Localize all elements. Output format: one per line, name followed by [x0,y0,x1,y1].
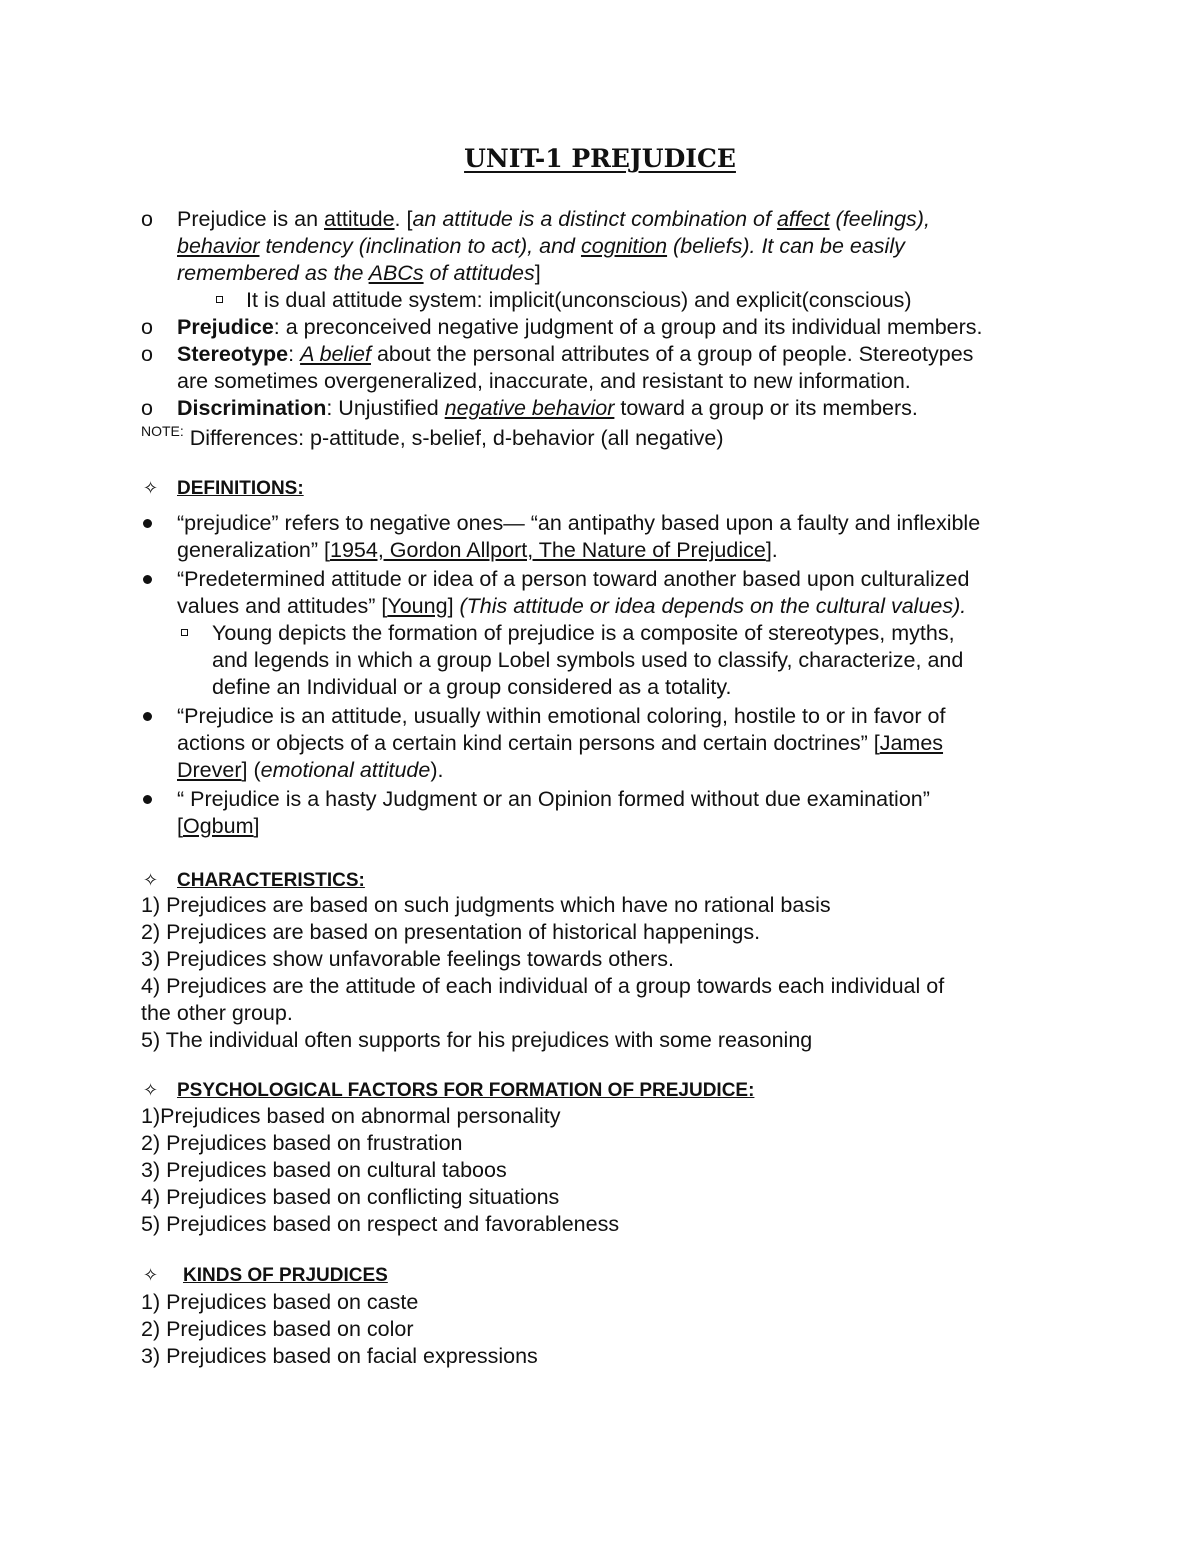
definition-2-sub-line-2: and legends in which a group Lobel symbols used to classify, characterize, and [212,648,964,672]
four-point-star-icon: ✧ [143,870,159,891]
list-marker-o: o [141,207,153,231]
square-bullet-icon [181,629,188,636]
definition-1-line-1: “prejudice” refers to negative ones— “an antipathy based upon a faulty and inflexible [177,511,981,535]
definition-3-line-1: “Prejudice is an attitude, usually within emotional coloring, hostile to or in favor of [177,704,946,728]
list-marker-o: o [141,315,153,339]
definitions-heading: DEFINITIONS: [177,478,304,499]
four-point-star-icon: ✧ [143,1265,159,1286]
intro-line-3: remembered as the ABCs of attitudes] [177,261,541,285]
intro-line-2: behavior tendency (inclination to act), and cognition (beliefs). It can be easily [177,234,905,258]
list-item: 2) Prejudices are based on presentation of historical happenings. [141,920,761,944]
note-line: $^{NOTE:}$ Differences: p-attitude, s-belief, d-behavior (all negative) [141,423,724,450]
definition-2-line-1: “Predetermined attitude or idea of a person toward another based upon culturalized [177,567,970,591]
list-item: 4) Prejudices based on conflicting situations [141,1185,560,1209]
page-title: UNIT-1 PREJUDICE [464,144,736,173]
list-marker-o: o [141,342,153,366]
definition-4-line-2: [Ogbum] [177,814,260,838]
list-item: the other group. [141,1001,293,1025]
filled-circle-bullet-icon [143,712,152,721]
list-item: 2) Prejudices based on frustration [141,1131,463,1155]
four-point-star-icon: ✧ [143,478,159,499]
four-point-star-icon: ✧ [143,1080,159,1101]
definition-2-sub-line-1: Young depicts the formation of prejudice is a composite of stereotypes, myths, [212,621,955,645]
definition-3-line-2: actions or objects of a certain kind certain persons and certain doctrines” [James [177,731,944,755]
list-marker-o: o [141,396,153,420]
list-item: 3) Prejudices based on facial expressions [141,1344,538,1368]
list-item: 1)Prejudices based on abnormal personality [141,1104,561,1128]
definition-2-line-2: values and attitudes” [Young] (This attitude or idea depends on the cultural values). [177,594,967,618]
list-item: 4) Prejudices are the attitude of each individual of a group towards each individual of [141,974,945,998]
discrimination-definition: Discrimination: Unjustified negative behavior toward a group or its members. [177,396,918,420]
list-item: 5) Prejudices based on respect and favorableness [141,1212,620,1236]
definition-4-line-1: “ Prejudice is a hasty Judgment or an Opinion formed without due examination” [177,787,930,811]
list-item: 5) The individual often supports for his prejudices with some reasoning [141,1028,813,1052]
list-item: 3) Prejudices based on cultural taboos [141,1158,507,1182]
definition-1-line-2: generalization” [1954, Gordon Allport, The Nature of Prejudice]. [177,538,778,562]
intro-line-1: Prejudice is an attitude. [an attitude is a distinct combination of affect (feelings), [177,207,930,231]
list-item: 2) Prejudices based on color [141,1317,414,1341]
filled-circle-bullet-icon [143,795,152,804]
list-item: 1) Prejudices are based on such judgments which have no rational basis [141,893,831,917]
list-item: 3) Prejudices show unfavorable feelings towards others. [141,947,675,971]
characteristics-heading: CHARACTERISTICS: [177,870,365,891]
factors-heading: PSYCHOLOGICAL FACTORS FOR FORMATION OF PREJUDICE: [177,1080,755,1101]
definition-2-sub-line-3: define an Individual or a group considered as a totality. [212,675,732,699]
square-bullet-icon [216,296,223,303]
list-item: 1) Prejudices based on caste [141,1290,419,1314]
dual-attitude-text: It is dual attitude system: implicit(unconscious) and explicit(conscious) [246,288,912,312]
stereotype-definition: Stereotype: A belief about the personal attributes of a group of people. Stereotypes [177,342,974,366]
filled-circle-bullet-icon [143,575,152,584]
filled-circle-bullet-icon [143,519,152,528]
kinds-heading: KINDS OF PRJUDICES [183,1265,388,1286]
definition-3-line-3: Drever] (emotional attitude). [177,758,444,782]
stereotype-definition-cont: are sometimes overgeneralized, inaccurate, and resistant to new information. [177,369,911,393]
prejudice-definition: Prejudice: a preconceived negative judgment of a group and its individual members. [177,315,983,339]
